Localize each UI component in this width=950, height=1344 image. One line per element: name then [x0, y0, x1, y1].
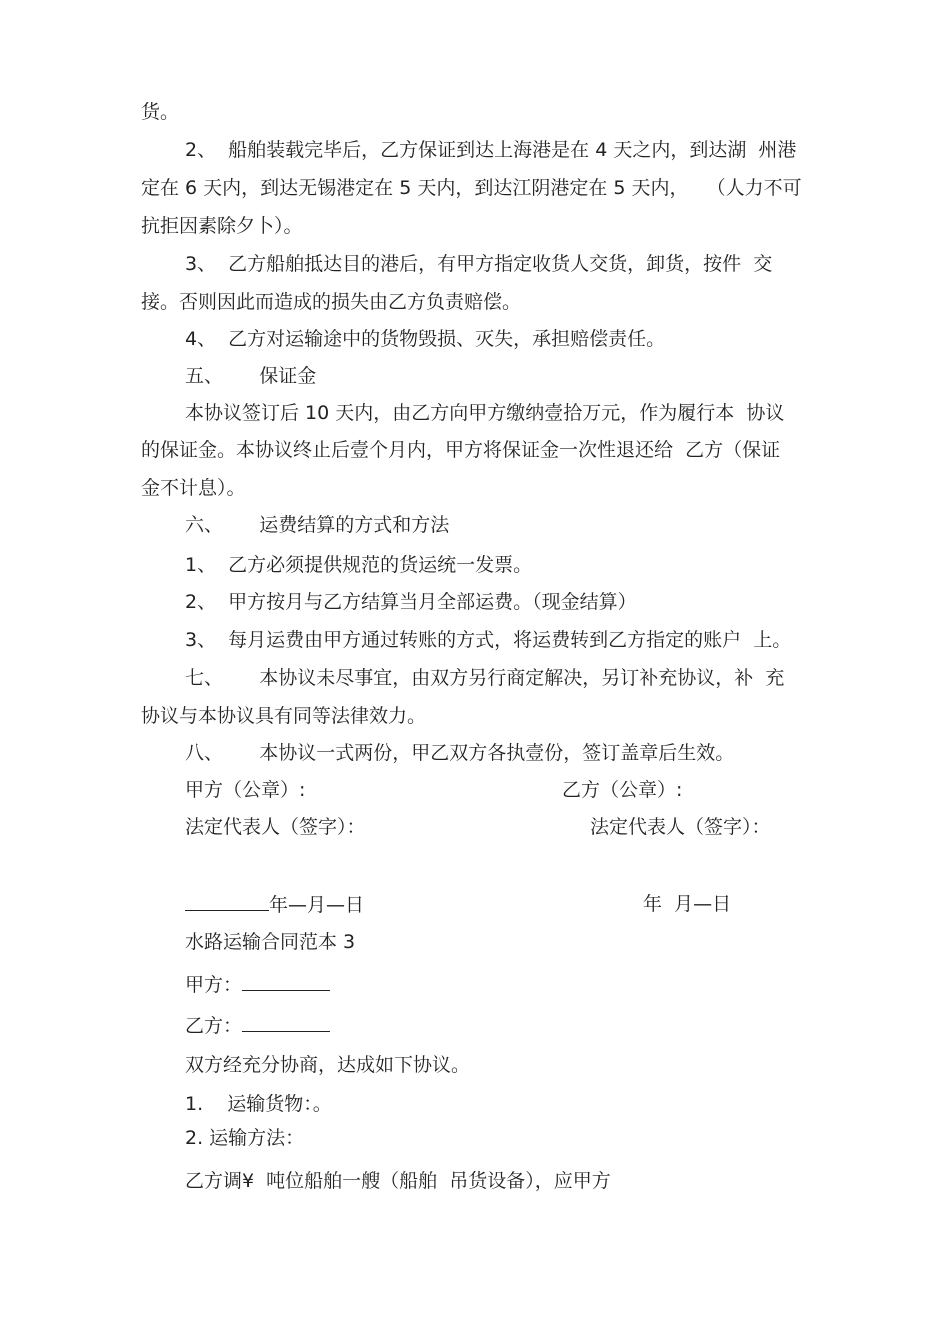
section-title: 水路运输合同范本 3 [185, 931, 356, 953]
text-line: 本协议签订后 10 天内，由乙方向甲方缴纳壹拾万元，作为履行本 协议 [185, 402, 785, 424]
text-line: 接。否则因此而造成的损失由乙方负责赔偿。 [141, 291, 522, 313]
party-b-seal: 乙方（公章）: [562, 779, 683, 801]
party-b-line [185, 1013, 330, 1038]
section-heading: 六、 运费结算的方式和方法 [185, 514, 450, 536]
date-line-b: 年 月—日 [643, 893, 732, 915]
text-line: 乙方调¥ 吨位船舶一艘（船舶 吊货设备），应甲方 [185, 1170, 611, 1192]
signature-blank [185, 892, 269, 911]
party-a-label: 甲方： [185, 974, 243, 996]
party-a-line [185, 972, 330, 997]
legal-rep-b: 法定代表人（签字）： [590, 816, 771, 838]
list-item: 1. 运输货物：。 [185, 1093, 332, 1115]
text-line: 八、 本协议一式两份，甲乙双方各执壹份，签订盖章后生效。 [185, 742, 735, 764]
text-line: 2、 甲方按月与乙方结算当月全部运费。（现金结算） [185, 591, 637, 613]
text-line: 4、 乙方对运输途中的货物毁损、灭失，承担赔偿责任。 [185, 328, 666, 350]
party-a-blank [242, 972, 330, 991]
party-b-label: 乙方： [185, 1015, 243, 1037]
text-line: 3、 每月运费由甲方通过转账的方式，将运费转到乙方指定的账户 上。 [185, 629, 792, 651]
date-line-a [185, 892, 364, 917]
legal-rep-a: 法定代表人（签字）： [185, 816, 366, 838]
party-a-seal: 甲方（公章）: [185, 779, 306, 801]
text-line: 1、 乙方必须提供规范的货运统一发票。 [185, 554, 533, 576]
list-item: 2. 运输方法： [185, 1127, 305, 1149]
text-line: 3、 乙方船舶抵达目的港后，有甲方指定收货人交货，卸货，按件 交 [185, 253, 773, 275]
text-line: 抗拒因素除夕卜）。 [141, 215, 303, 237]
text-line: 2、 船舶装载完毕后，乙方保证到达上海港是在 4 天之内，到达湖 州港 [185, 139, 797, 161]
text-line: 的保证金。本协议终止后壹个月内，甲方将保证金一次性退还给 乙方（保证 [141, 439, 781, 461]
text-line: 协议与本协议具有同等法律效力。 [141, 705, 427, 727]
text-line: 双方经充分协商，达成如下协议。 [185, 1054, 471, 1076]
text-line: 七、 本协议未尽事宜，由双方另行商定解决，另订补充协议，补 充 [185, 667, 785, 689]
text-line: 定在 6 天内，到达无锡港定在 5 天内，到达江阴港定在 5 天内， （人力不可 [141, 177, 802, 199]
date-text: 年—月—日 [269, 894, 365, 916]
text-line: 金不计息）。 [141, 477, 246, 499]
text-line: 货。 [141, 101, 180, 123]
section-heading: 五、 保证金 [185, 365, 317, 387]
party-b-blank [242, 1013, 330, 1032]
